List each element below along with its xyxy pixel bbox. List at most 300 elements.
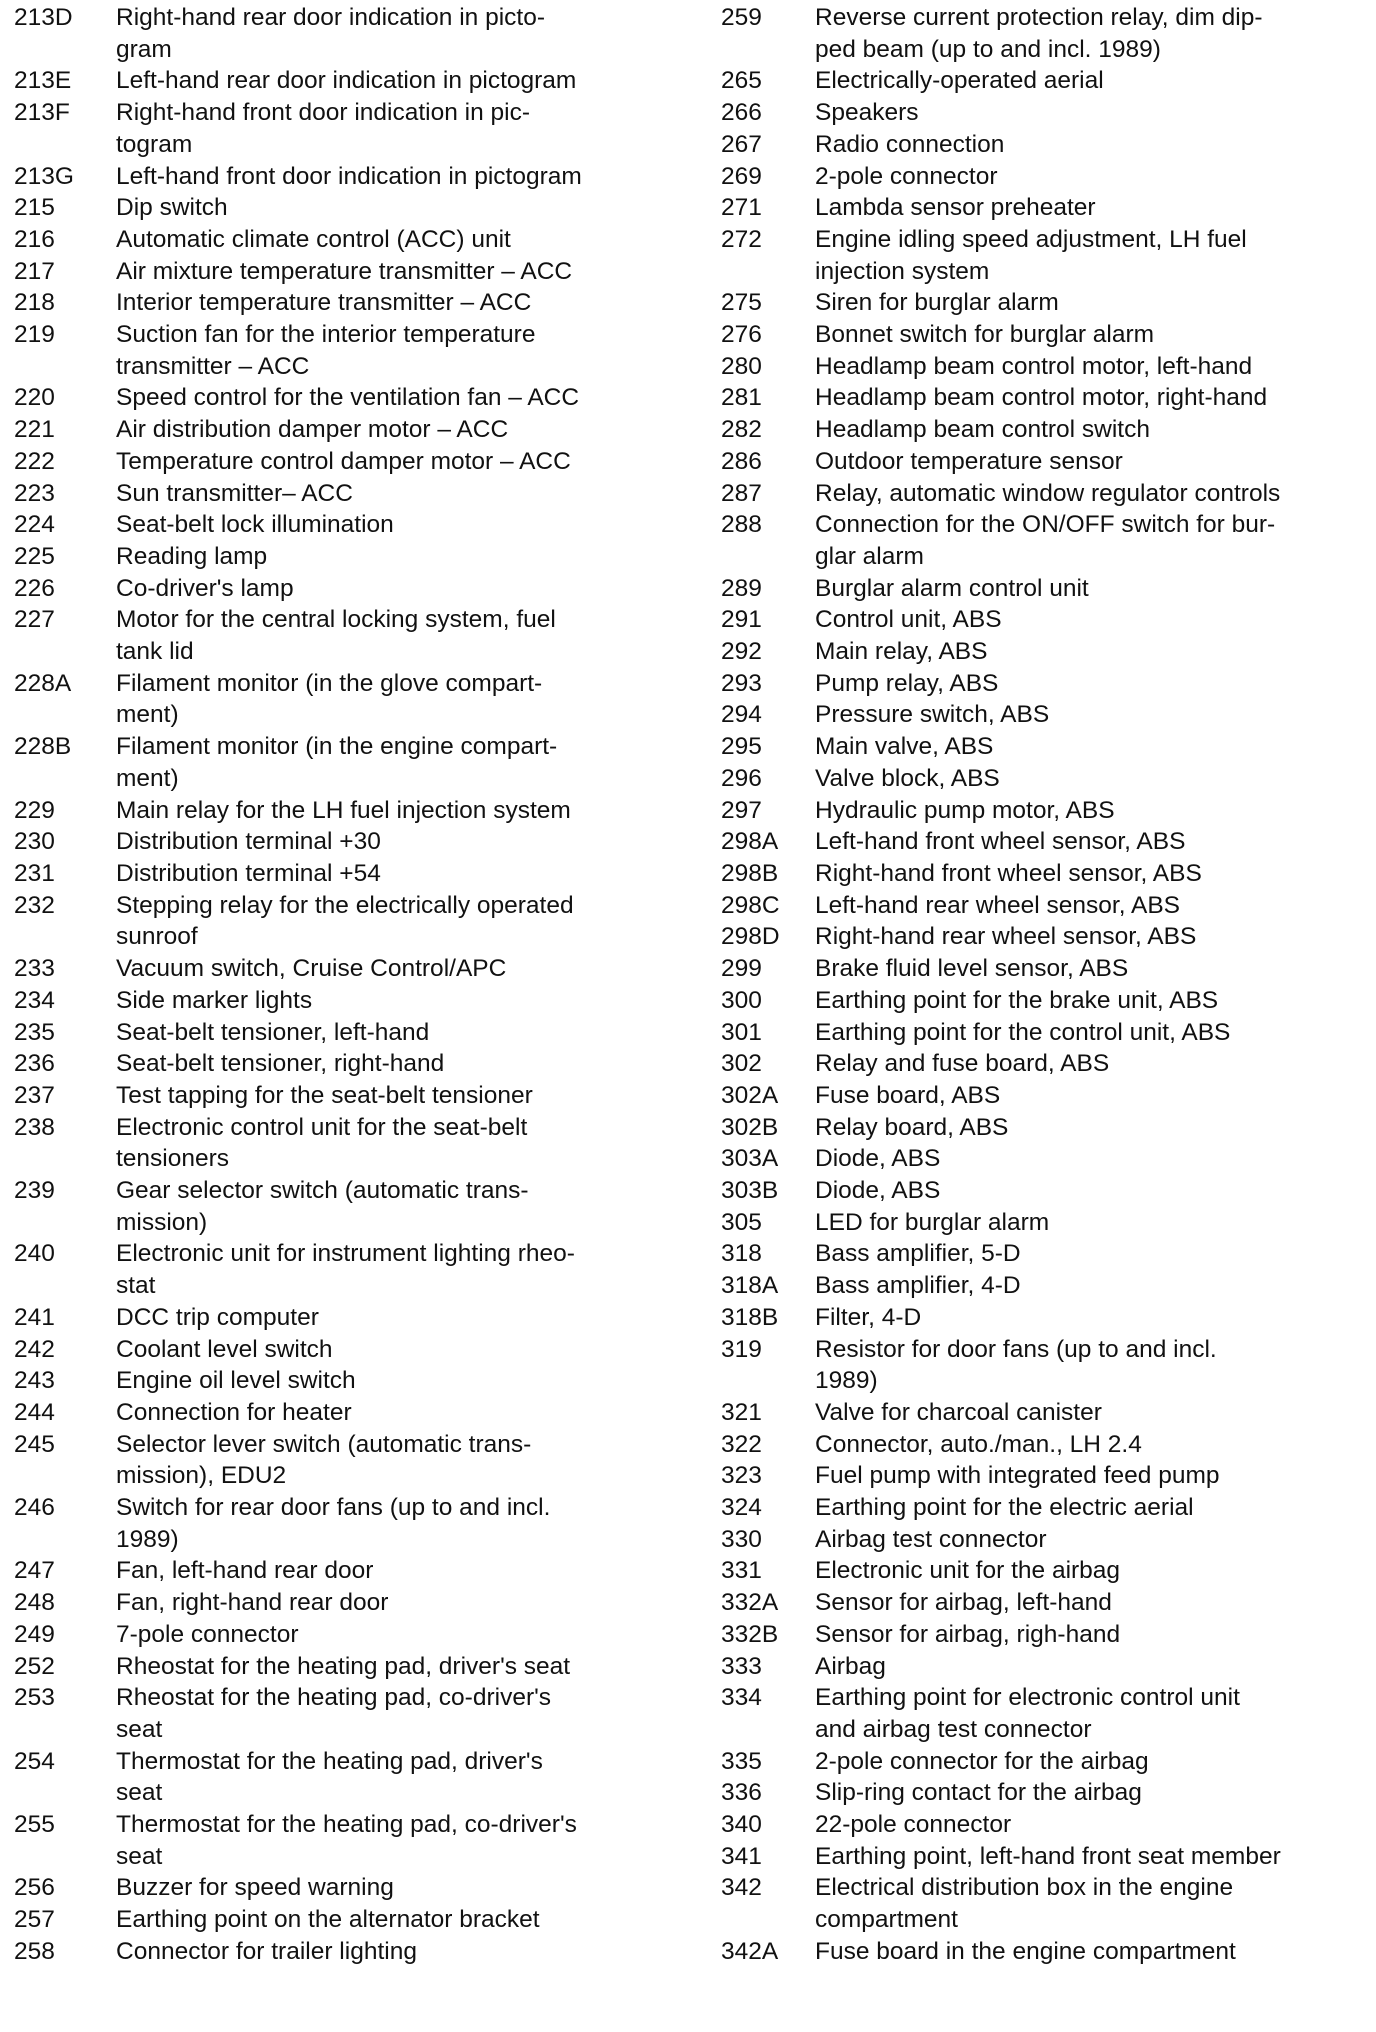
component-code: 303B <box>721 1177 779 1205</box>
component-code: 255 <box>14 1811 55 1839</box>
description-line: Electrical distribution box in the engine <box>815 1874 1234 1902</box>
component-code: 228B <box>14 733 72 761</box>
component-description <box>815 985 1371 1017</box>
legend-entry <box>721 1619 1371 1651</box>
component-description <box>116 319 674 382</box>
component-description <box>815 192 1371 224</box>
legend-entry <box>14 446 674 478</box>
description-line: Hydraulic pump motor, ABS <box>815 796 1115 824</box>
component-description <box>116 1619 674 1651</box>
description-line: Right-hand front wheel sensor, ABS <box>815 859 1202 887</box>
legend-entry <box>14 1112 674 1175</box>
component-code: 267 <box>721 130 762 158</box>
description-line: Slip-ring contact for the airbag <box>815 1779 1142 1807</box>
description-line: compartment <box>815 1906 958 1934</box>
description-line: Fan, right-hand rear door <box>116 1589 389 1617</box>
component-description <box>116 795 674 827</box>
component-description <box>815 319 1371 351</box>
legend-entry <box>14 1302 674 1334</box>
component-description <box>815 1334 1371 1397</box>
legend-entry <box>14 541 674 573</box>
component-description <box>116 668 674 731</box>
component-description <box>116 1112 674 1175</box>
component-description <box>116 414 674 446</box>
description-line: Electronic control unit for the seat-belt <box>116 1113 528 1141</box>
component-code: 228A <box>14 669 72 697</box>
component-code: 305 <box>721 1208 762 1236</box>
component-description <box>116 1175 674 1238</box>
legend-entry <box>721 573 1371 605</box>
legend-entry <box>14 1492 674 1555</box>
component-description <box>116 287 674 319</box>
component-description <box>815 1524 1371 1556</box>
component-code: 323 <box>721 1462 762 1490</box>
component-description <box>116 1080 674 1112</box>
legend-entry <box>721 1302 1371 1334</box>
description-line: stat <box>116 1272 156 1300</box>
legend-entry <box>14 1651 674 1683</box>
component-description <box>815 1175 1371 1207</box>
legend-entry <box>721 668 1371 700</box>
component-code: 324 <box>721 1494 762 1522</box>
component-description <box>116 256 674 288</box>
component-description <box>815 604 1371 636</box>
component-description <box>815 161 1371 193</box>
left-column <box>14 2 674 1968</box>
legend-entry <box>721 509 1371 572</box>
description-line: Outdoor temperature sensor <box>815 447 1123 475</box>
component-code: 319 <box>721 1335 762 1363</box>
component-code: 330 <box>721 1525 762 1553</box>
component-description <box>116 1746 674 1809</box>
description-line: Pump relay, ABS <box>815 669 999 697</box>
legend-entry <box>14 1238 674 1301</box>
legend-entry <box>721 731 1371 763</box>
component-code: 302 <box>721 1050 762 1078</box>
component-description <box>116 478 674 510</box>
component-description <box>815 1048 1371 1080</box>
description-line: togram <box>116 130 193 158</box>
component-description <box>815 1270 1371 1302</box>
description-line: Fuse board, ABS <box>815 1081 1001 1109</box>
component-code: 218 <box>14 289 55 317</box>
component-description <box>815 1936 1371 1968</box>
description-line: Thermostat for the heating pad, driver's <box>116 1747 543 1775</box>
description-line: Rheostat for the heating pad, co-driver's <box>116 1684 552 1712</box>
component-description <box>116 541 674 573</box>
component-code: 213E <box>14 67 72 95</box>
description-line: Distribution terminal +54 <box>116 859 381 887</box>
legend-entry <box>721 1270 1371 1302</box>
component-description <box>116 1048 674 1080</box>
description-line: Seat-belt tensioner, left-hand <box>116 1018 430 1046</box>
legend-entry <box>14 1682 674 1745</box>
component-description <box>116 382 674 414</box>
description-line: Automatic climate control (ACC) unit <box>116 225 511 253</box>
legend-entry <box>721 1555 1371 1587</box>
component-code: 217 <box>14 257 55 285</box>
legend-entry <box>14 668 674 731</box>
description-line: Engine oil level switch <box>116 1367 356 1395</box>
component-code: 332B <box>721 1620 779 1648</box>
legend-entry <box>14 1175 674 1238</box>
legend-entry <box>14 731 674 794</box>
component-code: 223 <box>14 479 55 507</box>
component-code: 248 <box>14 1589 55 1617</box>
component-description <box>815 478 1371 510</box>
legend-entry <box>14 319 674 382</box>
description-line: Relay board, ABS <box>815 1113 1009 1141</box>
legend-entry <box>14 1555 674 1587</box>
component-code: 298D <box>721 923 780 951</box>
legend-entry <box>721 921 1371 953</box>
legend-entry <box>721 382 1371 414</box>
component-description <box>815 129 1371 161</box>
component-description <box>815 446 1371 478</box>
legend-entry <box>721 699 1371 731</box>
description-line: Filament monitor (in the engine compart- <box>116 733 558 761</box>
component-description <box>815 795 1371 827</box>
component-code: 322 <box>721 1430 762 1458</box>
component-description <box>116 1809 674 1872</box>
legend-entry <box>721 1809 1371 1841</box>
component-code: 331 <box>721 1557 762 1585</box>
legend-entry <box>721 478 1371 510</box>
legend-entry <box>721 1682 1371 1745</box>
component-code: 298A <box>721 828 779 856</box>
component-code: 340 <box>721 1811 762 1839</box>
description-line: 1989) <box>116 1525 179 1553</box>
legend-entry <box>721 65 1371 97</box>
legend-entry <box>14 1080 674 1112</box>
description-line: 7-pole connector <box>116 1620 299 1648</box>
component-description <box>815 699 1371 731</box>
legend-entry <box>721 224 1371 287</box>
description-line: Diode, ABS <box>815 1145 941 1173</box>
legend-entry <box>721 1175 1371 1207</box>
component-code: 295 <box>721 733 762 761</box>
component-code: 247 <box>14 1557 55 1585</box>
legend-entry <box>14 1809 674 1872</box>
legend-entry <box>14 1048 674 1080</box>
legend-entry <box>14 1017 674 1049</box>
description-line: Burglar alarm control unit <box>815 574 1089 602</box>
component-code: 233 <box>14 955 55 983</box>
legend-entry <box>14 826 674 858</box>
legend-entry <box>14 604 674 667</box>
component-description <box>815 1238 1371 1270</box>
description-line: Left-hand front wheel sensor, ABS <box>815 828 1186 856</box>
description-line: Fuse board in the engine compartment <box>815 1937 1236 1965</box>
component-description <box>116 97 674 160</box>
description-line: Filter, 4-D <box>815 1303 922 1331</box>
component-description <box>815 1397 1371 1429</box>
component-description <box>116 1365 674 1397</box>
legend-entry <box>721 1651 1371 1683</box>
legend-entry <box>721 1429 1371 1461</box>
component-code: 244 <box>14 1398 55 1426</box>
component-description <box>815 224 1371 287</box>
component-description <box>815 890 1371 922</box>
component-code: 332A <box>721 1589 779 1617</box>
component-description <box>815 1682 1371 1745</box>
legend-entry <box>14 478 674 510</box>
description-line: Thermostat for the heating pad, co-driver's <box>116 1811 577 1839</box>
component-description <box>116 858 674 890</box>
component-description <box>815 65 1371 97</box>
description-line: Motor for the central locking system, fuel <box>116 606 556 634</box>
component-code: 240 <box>14 1240 55 1268</box>
description-line: Airbag <box>815 1652 886 1680</box>
component-description <box>116 509 674 541</box>
description-line: Dip switch <box>116 194 228 222</box>
legend-entry <box>14 192 674 224</box>
legend-entry <box>721 1746 1371 1778</box>
description-line: ment) <box>116 764 179 792</box>
legend-entry <box>721 1936 1371 1968</box>
component-code: 318B <box>721 1303 779 1331</box>
component-code: 275 <box>721 289 762 317</box>
component-description <box>815 1143 1371 1175</box>
description-line: Temperature control damper motor – ACC <box>116 447 571 475</box>
component-code: 293 <box>721 669 762 697</box>
component-description <box>116 1302 674 1334</box>
component-code: 342 <box>721 1874 762 1902</box>
component-description <box>815 1460 1371 1492</box>
description-line: Connection for heater <box>116 1398 352 1426</box>
component-code: 265 <box>721 67 762 95</box>
description-line: Bonnet switch for burglar alarm <box>815 321 1155 349</box>
component-code: 341 <box>721 1842 762 1870</box>
component-code: 259 <box>721 4 762 31</box>
description-line: Co-driver's lamp <box>116 574 294 602</box>
component-description <box>815 2 1371 65</box>
component-code: 318 <box>721 1240 762 1268</box>
component-description <box>116 224 674 256</box>
legend-entry <box>14 953 674 985</box>
component-code: 298C <box>721 891 780 919</box>
component-description <box>116 985 674 1017</box>
component-code: 334 <box>721 1684 762 1712</box>
description-line: Earthing point for the brake unit, ABS <box>815 986 1219 1014</box>
component-description <box>116 573 674 605</box>
component-code: 271 <box>721 194 762 222</box>
component-code: 298B <box>721 859 779 887</box>
legend-entry <box>721 953 1371 985</box>
description-line: gram <box>116 35 172 63</box>
description-line: Earthing point, left-hand front seat member <box>815 1842 1281 1870</box>
component-description <box>815 509 1371 572</box>
component-description <box>116 1017 674 1049</box>
description-line: 2-pole connector for the airbag <box>815 1747 1149 1775</box>
description-line: glar alarm <box>815 542 924 570</box>
legend-entry <box>14 256 674 288</box>
legend-entry <box>721 1048 1371 1080</box>
component-description <box>815 1017 1371 1049</box>
component-code: 231 <box>14 859 55 887</box>
legend-entry <box>721 1872 1371 1935</box>
description-line: Lambda sensor preheater <box>815 194 1096 222</box>
legend-entry <box>721 1841 1371 1873</box>
component-code: 221 <box>14 416 55 444</box>
legend-entry <box>14 287 674 319</box>
component-code: 242 <box>14 1335 55 1363</box>
component-code: 280 <box>721 352 762 380</box>
description-line: Coolant level switch <box>116 1335 333 1363</box>
component-code: 220 <box>14 384 55 412</box>
right-column <box>721 2 1371 1968</box>
component-code: 282 <box>721 416 762 444</box>
component-description <box>815 921 1371 953</box>
legend-entry <box>721 636 1371 668</box>
component-description <box>116 1872 674 1904</box>
legend-entry <box>721 1587 1371 1619</box>
description-line: 2-pole connector <box>815 162 998 190</box>
component-description <box>815 1555 1371 1587</box>
description-line: Pressure switch, ABS <box>815 701 1050 729</box>
description-line: Brake fluid level sensor, ABS <box>815 955 1129 983</box>
component-code: 253 <box>14 1684 55 1712</box>
description-line: Rheostat for the heating pad, driver's seat <box>116 1652 571 1680</box>
component-description <box>116 1555 674 1587</box>
legend-entry <box>721 985 1371 1017</box>
component-description <box>116 2 674 65</box>
description-line: Control unit, ABS <box>815 606 1002 634</box>
description-line: Valve for charcoal canister <box>815 1398 1102 1426</box>
description-line: Buzzer for speed warning <box>116 1874 394 1902</box>
component-code: 301 <box>721 1018 762 1046</box>
description-line: Speakers <box>815 99 919 127</box>
component-description <box>815 1112 1371 1144</box>
component-description <box>116 1904 674 1936</box>
description-line: Right-hand rear door indication in picto- <box>116 4 545 31</box>
description-line: Earthing point for electronic control unit <box>815 1684 1240 1712</box>
legend-entry <box>14 573 674 605</box>
component-description <box>815 287 1371 319</box>
component-description <box>116 731 674 794</box>
legend-entry <box>14 1904 674 1936</box>
legend-entry <box>721 1017 1371 1049</box>
component-code: 342A <box>721 1937 779 1965</box>
legend-entry <box>14 1587 674 1619</box>
component-description <box>116 1936 674 1968</box>
component-code: 213G <box>14 162 74 190</box>
description-line: mission) <box>116 1208 208 1236</box>
legend-entry <box>14 890 674 953</box>
component-description <box>815 953 1371 985</box>
legend-entry <box>721 604 1371 636</box>
component-code: 232 <box>14 891 55 919</box>
component-description <box>116 1334 674 1366</box>
legend-entry <box>721 858 1371 890</box>
component-description <box>815 351 1371 383</box>
component-description <box>116 161 674 193</box>
legend-entry <box>14 382 674 414</box>
component-description <box>815 1651 1371 1683</box>
component-code: 219 <box>14 321 55 349</box>
component-code: 276 <box>721 321 762 349</box>
component-code: 318A <box>721 1272 779 1300</box>
component-code: 227 <box>14 606 55 634</box>
description-line: Right-hand rear wheel sensor, ABS <box>815 923 1197 951</box>
component-description <box>815 668 1371 700</box>
description-line: Selector lever switch (automatic trans- <box>116 1430 532 1458</box>
component-description <box>116 1492 674 1555</box>
legend-entry <box>14 795 674 827</box>
component-description <box>116 446 674 478</box>
description-line: tank lid <box>116 638 194 666</box>
legend-entry <box>721 287 1371 319</box>
description-line: Headlamp beam control motor, right-hand <box>815 384 1268 412</box>
description-line: tensioners <box>116 1145 230 1173</box>
component-code: 238 <box>14 1113 55 1141</box>
description-line: Headlamp beam control motor, left-hand <box>815 352 1253 380</box>
description-line: Sensor for airbag, righ-hand <box>815 1620 1121 1648</box>
component-code: 252 <box>14 1652 55 1680</box>
component-code: 224 <box>14 511 55 539</box>
legend-entry <box>721 826 1371 858</box>
legend-entry <box>721 1492 1371 1524</box>
component-code: 286 <box>721 447 762 475</box>
component-code: 230 <box>14 828 55 856</box>
legend-entry <box>14 97 674 160</box>
description-line: Right-hand front door indication in pic- <box>116 99 531 127</box>
component-code: 215 <box>14 194 55 222</box>
component-description <box>116 826 674 858</box>
component-code: 269 <box>721 162 762 190</box>
description-line: Main valve, ABS <box>815 733 994 761</box>
description-line: Airbag test connector <box>815 1525 1047 1553</box>
legend-entry <box>14 1397 674 1429</box>
component-code: 245 <box>14 1430 55 1458</box>
component-code: 246 <box>14 1494 55 1522</box>
component-description <box>116 1682 674 1745</box>
component-description <box>815 1207 1371 1239</box>
description-line: seat <box>116 1779 163 1807</box>
description-line: Headlamp beam control switch <box>815 416 1150 444</box>
component-code: 299 <box>721 955 762 983</box>
component-description <box>815 1429 1371 1461</box>
description-line: 22-pole connector <box>815 1811 1012 1839</box>
description-line: sunroof <box>116 923 198 951</box>
legend-entry <box>14 161 674 193</box>
description-line: Diode, ABS <box>815 1177 941 1205</box>
component-code: 225 <box>14 542 55 570</box>
component-code: 321 <box>721 1398 762 1426</box>
legend-entry <box>721 763 1371 795</box>
component-description <box>116 1238 674 1301</box>
component-code: 302B <box>721 1113 779 1141</box>
component-code: 296 <box>721 764 762 792</box>
legend-entry <box>721 795 1371 827</box>
component-code: 235 <box>14 1018 55 1046</box>
component-code: 216 <box>14 225 55 253</box>
component-description <box>116 1397 674 1429</box>
description-line: Left-hand rear door indication in pictogram <box>116 67 577 95</box>
component-code: 303A <box>721 1145 779 1173</box>
legend-entry <box>14 224 674 256</box>
component-code: 239 <box>14 1177 55 1205</box>
component-code: 297 <box>721 796 762 824</box>
description-line: Gear selector switch (automatic trans- <box>116 1177 529 1205</box>
legend-entry <box>14 509 674 541</box>
description-line: injection system <box>815 257 990 285</box>
description-line: Reverse current protection relay, dim dip- <box>815 4 1263 31</box>
component-description <box>815 1777 1371 1809</box>
description-line: Connection for the ON/OFF switch for bur- <box>815 511 1276 539</box>
description-line: LED for burglar alarm <box>815 1208 1050 1236</box>
component-description <box>815 1302 1371 1334</box>
